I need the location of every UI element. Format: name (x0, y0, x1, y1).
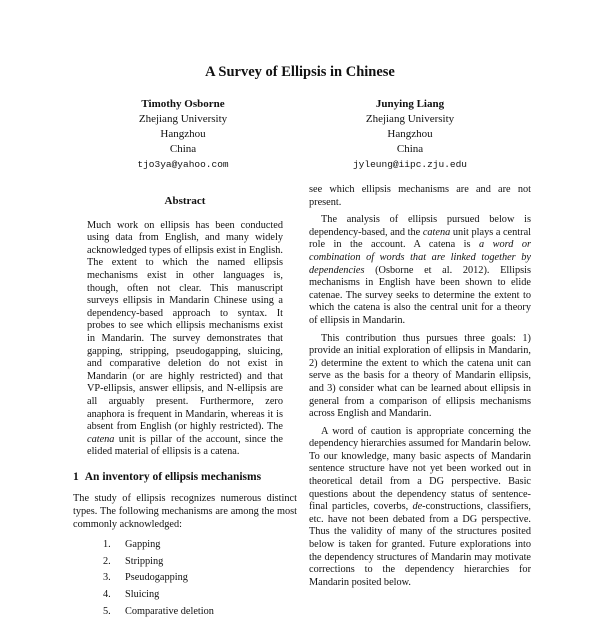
abstract-term: catena (87, 433, 115, 445)
paragraph-text: (Osborne et al. 2012). Ellipsis mechanisms in English have been shown to elide catenae. The survey seeks to determine the extent to which the catena is also the central unit for a theory of ellipsis in Mandarin. (309, 264, 531, 326)
list-label: Gapping (125, 539, 161, 551)
section-intro: The study of ellipsis recognizes numerous distinct types. The following mechanisms are among the most commonly acknowledged: (73, 493, 297, 530)
paragraph: see which ellipsis mechanisms are and are not present. (309, 184, 531, 208)
abstract-text-part: unit is pillar of the account, since the elided material of ellipsis is a catena. (87, 433, 283, 458)
abstract-text (87, 220, 283, 459)
catena-definition: a word or combination of words that are linked together by dependencies (309, 239, 532, 276)
author-block-2 (310, 97, 510, 172)
author-email: jyleung@iipc.zju.edu (352, 159, 468, 170)
list-item (103, 606, 297, 619)
list-number: 2. (103, 555, 111, 567)
author-city: Hangzhou (160, 128, 206, 140)
paragraph (309, 426, 531, 590)
list-label: Comparative deletion (125, 605, 214, 617)
section-number: 1 (73, 470, 79, 483)
author-city: Hangzhou (387, 128, 433, 140)
author-block-1 (83, 97, 283, 172)
author-country: China (169, 143, 197, 155)
paragraph-text: -constructions, classifiers, etc. have not been debated from a DG perspective. Thus the validity of many of the structures posited below is taken for granted. Future explorations into the dependency structures of Mandarin may motivate corrections to the dependency hierarchies for Mandarin posited below. (309, 501, 531, 588)
list-item (103, 556, 297, 569)
list-number: 4. (103, 589, 111, 601)
list-item (103, 572, 297, 585)
list-item (103, 539, 297, 552)
paragraph-term: de (412, 501, 423, 513)
list-label: Stripping (125, 555, 164, 567)
author-name: Timothy Osborne (141, 98, 225, 110)
left-column (73, 195, 297, 622)
abstract-heading: Abstract (164, 195, 206, 207)
paragraph: This contribution thus pursues three goals: 1) provide an initial exploration of ellipsis in Mandarin, 2) determine the extent to which the catena unit can serve as the basis for a theory of Mandarin ellipsis, and 3) consider what can be learned about ellipsis in general from a comparison of ellipsis mechanisms across English and Mandarin. (309, 332, 531, 420)
mechanism-list (103, 539, 297, 618)
abstract-text-part: Much work on ellipsis has been conducted using data from English, and many widely acknowledged types of ellipsis exist in English. The extent to which the named ellipsis mechanisms exist in other languages is, though, often not clear. This manuscript surveys ellipsis in Mandarin Chinese using a dependency-based approach to syntax. It probes to see which ellipsis mechanisms exist in Mandarin. The survey demonstrates that gapping, stripping, pseudogapping, sluicing, and comparative deletion do not exist in Mandarin (or are highly restricted) and that VP-ellipsis, answer ellipsis, and N-ellipsis are all arguably present. Furthermore, zero anaphora is frequent in Mandarin, whereas it is absent from English (or highly restricted). The (87, 219, 283, 433)
paragraph-text: A word of caution is appropriate concerning the dependency hierarchies assumed for Mandarin below. To our knowledge, many basic aspects of Mandarin sentence structure have not yet been worked out in theoretical detail from a DG perspective. Basic questions about the dependency status of sentence-final particles, coverbs, (309, 425, 531, 513)
author-country: China (396, 143, 424, 155)
author-affiliation: Zhejiang University (365, 113, 455, 125)
author-affiliation: Zhejiang University (138, 113, 228, 125)
list-number: 5. (103, 605, 111, 617)
paragraph-text: unit plays a central role in the account. A catena is (309, 226, 531, 251)
list-number: 1. (103, 539, 111, 551)
list-label: Pseudogapping (125, 572, 188, 584)
list-number: 3. (103, 572, 111, 584)
paragraph (309, 214, 531, 327)
author-email: tjo3ya@yahoo.com (137, 159, 229, 170)
author-name: Junying Liang (375, 98, 445, 110)
paper-title: A Survey of Ellipsis in Chinese (205, 64, 395, 80)
right-column (309, 184, 531, 589)
section-title: An inventory of ellipsis mechanisms (84, 470, 262, 483)
paragraph-term: catena (422, 226, 451, 238)
list-label: Sluicing (125, 589, 160, 601)
paragraph-text: The analysis of ellipsis pursued below is dependency-based, and the (309, 214, 531, 238)
section-heading (73, 471, 297, 484)
